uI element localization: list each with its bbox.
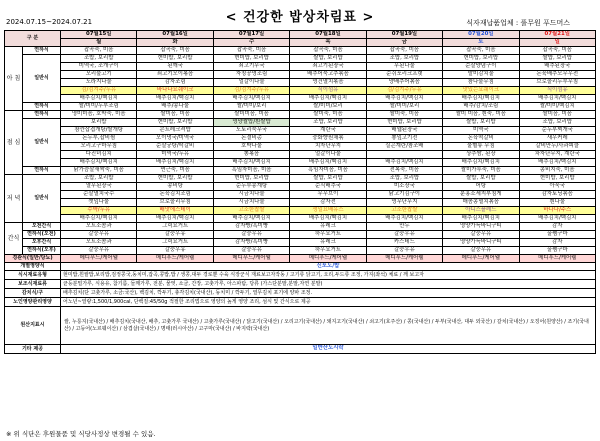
dinner-section: 저 녁 xyxy=(5,175,23,223)
menu-cell: 콩비지죽, 미음 xyxy=(519,167,595,175)
table-row xyxy=(5,55,596,63)
yeonha-label: 연하식 xyxy=(23,103,61,111)
menu-cell: 닭가슴살새싹죽, 미음 xyxy=(61,167,137,175)
menu-cell: 물혈류 무침 xyxy=(443,143,519,151)
menu-cell: 잡곡죽, 미음 xyxy=(290,47,366,55)
general-label: 일반식 xyxy=(23,119,61,167)
info-label: 감치식/구 xyxy=(5,289,61,298)
menu-cell: 돈육배추모무우전 xyxy=(519,71,595,79)
menu-cell: 메디푸드/케어웰 xyxy=(61,255,137,263)
date-header: 07월15일 xyxy=(61,31,137,39)
menu-cell: 식이섬유 xyxy=(519,87,595,95)
diet-am-label: 연하식(오전) xyxy=(23,231,61,239)
menu-cell: 오이냉국/미역국 xyxy=(137,135,213,143)
menu-cell: 영건멸치볶음 xyxy=(290,79,366,87)
menu-cell: 배추어묵고추볶음 xyxy=(290,71,366,79)
menu-cell: 감자조림 xyxy=(137,79,213,87)
menu-cell: 돈결비총 xyxy=(213,135,289,143)
origin-label: 원산지표시 xyxy=(5,307,61,345)
menu-cell: 실곤계란/참조배 xyxy=(366,143,442,151)
menu-cell: 유레크 xyxy=(290,239,366,247)
table-row xyxy=(5,71,596,79)
menu-cell: 맛있는요쉐이크 xyxy=(443,87,519,95)
menu-cell: 바나나요쉐이크 xyxy=(137,87,213,95)
menu-cell: 배추김치/백김치 xyxy=(519,95,595,103)
menu-cell: 배추/콩나물 xyxy=(137,103,213,111)
general-label: 일반식 xyxy=(23,55,61,103)
menu-cell: 카스테드 xyxy=(366,239,442,247)
gubun-header: 구 분 xyxy=(5,31,61,47)
menu-cell: 흰나물 xyxy=(519,199,595,207)
menu-cell: 배추김치/백김치 xyxy=(366,215,442,223)
menu-cell: 쌀미죽, 미음 xyxy=(366,111,442,119)
menu-cell: 배추김치/백김치 xyxy=(443,159,519,167)
morning-section: 아 침 xyxy=(5,47,23,111)
menu-cell: 얼갈이나물 xyxy=(290,151,366,159)
menu-cell: 배추김치/백김치 xyxy=(443,215,519,223)
menu-cell: 메디푸드/케어웰 xyxy=(213,255,289,263)
info-text: 균등분밀가루, 식용유, 참기름, 들깨가루, 전분, 물엿, 소금, 간장, 고춧가루, 아스파탐, 당류 (가스단분말,분말,자연 분말) xyxy=(61,280,596,289)
menu-cell: 조밥, 보리밥 xyxy=(290,119,366,127)
menu-cell: 오리고구마무침 xyxy=(61,143,137,151)
menu-cell: 쌀밥, 보리밥 xyxy=(443,119,519,127)
menu-cell: 무된나물 xyxy=(366,63,442,71)
menu-cell: 갈숭우유 xyxy=(443,247,519,255)
menu-cell: 아니스플레드 xyxy=(443,207,519,215)
menu-cell: 호박나물 xyxy=(213,143,289,151)
menu-cell: 배추김치/백김치 xyxy=(137,95,213,103)
menu-cell: 순쉬포리크프랫 xyxy=(366,71,442,79)
menu-cell: 유레크 xyxy=(290,223,366,231)
table-row xyxy=(5,151,596,159)
menu-cell: 흑임자미음, 미음 xyxy=(290,167,366,175)
menu-cell: 돈두부,잡비찜 xyxy=(61,135,137,143)
menu-cell: 영양가득바니구티 xyxy=(443,223,519,231)
menu-cell: 배추김치/백김치 xyxy=(61,95,137,103)
menu-cell: 바나나/주스 xyxy=(519,207,595,215)
menu-cell: 갈숭우유 xyxy=(366,247,442,255)
menu-cell: 배추김치/백김치 xyxy=(519,159,595,167)
menu-period: 2024.07.15~2024.07.21 xyxy=(6,18,93,26)
menu-cell: 참깐삽겹개탕/쌀개탕 xyxy=(61,127,137,135)
menu-cell: 콩비탕 xyxy=(137,183,213,191)
table-row xyxy=(5,263,596,271)
table-row xyxy=(5,223,596,231)
menu-cell: 깻잎나물 xyxy=(61,199,137,207)
menu-cell: 매콤콩멸치볶음 xyxy=(443,199,519,207)
menu-cell: 쌀밥, 보리밥 xyxy=(290,55,366,63)
menu-cell: 영양가득바니구티 xyxy=(443,239,519,247)
menu-cell: 미역국 xyxy=(443,127,519,135)
date-header: 07월17일 xyxy=(213,31,289,39)
menu-cell: 보리밥 xyxy=(61,119,137,127)
info-text: 어노년~열량:1,500/1,900cal, 단백질:45/50g 적절한 조리법으로 영양의 높게 영양 조리, 섬식 및 간식으로 제공 xyxy=(61,298,596,307)
menu-cell: 꿀쌤구마 xyxy=(519,247,595,255)
menu-cell: 영무단무지 xyxy=(366,199,442,207)
menu-cell: 오트소콤과 xyxy=(61,223,137,231)
menu-cell: 조밥, 보리밥 xyxy=(366,175,442,183)
menu-cell: 배추김치/백김치 xyxy=(290,159,366,167)
menu-cell: 고소한찹쌀 xyxy=(213,207,289,215)
menu-cell: 쌀/미미/보리 xyxy=(366,103,442,111)
table-row xyxy=(5,231,596,239)
menu-cell: 치자단무지 xyxy=(290,143,366,151)
menu-cell: 쇠고기오이볶음 xyxy=(137,71,213,79)
menu-cell: 배추김치/백김치 xyxy=(61,215,137,223)
menu-cell: 배추/감치/조림 xyxy=(443,103,519,111)
table-row xyxy=(5,207,596,215)
menu-cell: 감자 xyxy=(519,223,595,231)
table-row xyxy=(5,167,596,175)
menu-cell: 배추김치/백김치 xyxy=(213,159,289,167)
menu-cell: 하우요거트 xyxy=(290,247,366,255)
table-row xyxy=(5,280,596,289)
menu-cell: 배추김치/백김치 xyxy=(61,159,137,167)
menu-cell: 배추김치/백김치 xyxy=(213,95,289,103)
menu-cell: 브로콜리두부무침 xyxy=(519,79,595,87)
menu-cell: 순식배추국 xyxy=(290,183,366,191)
menu-cell: 순살양념구이 xyxy=(443,63,519,71)
menu-cell: 쌀미미음, 미음 xyxy=(213,111,289,119)
menu-cell: 분홍소세지부침게 xyxy=(443,191,519,199)
menu-cell: 갈숭우유 xyxy=(137,231,213,239)
menu-cell: 쌀/미미/보리 xyxy=(290,103,366,111)
menu-cell: 돈육김치조림 xyxy=(137,191,213,199)
menu-cell: 무무브이 xyxy=(290,191,366,199)
menu-cell: 잡곡죽, 미음 xyxy=(137,47,213,55)
date-header: 07월21일 xyxy=(519,31,595,39)
menu-cell: 메디푸드/케어웰 xyxy=(290,255,366,263)
menu-cell: 미역국, 조개구이 xyxy=(61,63,137,71)
menu-cell: 감자빵/흑미빵 xyxy=(213,223,289,231)
menu-cell: 쌀미가루죽, 미음 xyxy=(443,167,519,175)
table-row xyxy=(5,111,596,119)
table-row xyxy=(5,183,596,191)
menu-cell: 배추김치/백김치 xyxy=(443,95,519,103)
menu-cell: 순살멸치국수 xyxy=(61,191,137,199)
table-row xyxy=(5,79,596,87)
menu-cell: 도라지나물 xyxy=(61,79,137,87)
table-row xyxy=(5,175,596,183)
menu-cell: 시금치나물 xyxy=(213,191,289,199)
table-row xyxy=(5,271,596,280)
menu-cell: 쌀미음, 미음 xyxy=(137,111,213,119)
menu-cell: 미소장국 xyxy=(366,183,442,191)
menu-cell: 열무된장국 xyxy=(61,183,137,191)
dow-header: 토 xyxy=(443,39,519,47)
menu-cell: 얼갈이나물 xyxy=(213,79,289,87)
dow-header: 화 xyxy=(137,39,213,47)
menu-cell: 순두부콩계탕 xyxy=(213,183,289,191)
menu-cell: 조밥, 보리밥 xyxy=(519,119,595,127)
menu-cell: 오리불고기 xyxy=(61,71,137,79)
info-label: 보조식재료류 xyxy=(5,280,61,289)
menu-cell: 어탕 xyxy=(443,183,519,191)
menu-cell: 감자빵/흑미빵 xyxy=(213,239,289,247)
snack-am-label: 오전간식 xyxy=(23,223,61,231)
menu-cell: 미역국/두유 xyxy=(137,151,213,159)
menu-cell: 잡곡죽, 미음 xyxy=(366,47,442,55)
table-row xyxy=(5,31,596,39)
table-row xyxy=(5,307,596,345)
info-text: 현미밥,흰쌀밥,보리밥,검정콩국,동치미,잡곡,콩밥,밥 / 생콩,대두 경로뿐 수육 식장군식 재료보고자작동 / 고기류 닭고기, 오리,두드류 조정, 가지(좌석) 체료 / 깨 보고자 xyxy=(61,271,596,280)
menu-cell: 돈육떡갈비 xyxy=(443,135,519,143)
info-label: 식시재료유형 xyxy=(5,271,61,280)
menu-cell: 쇠고기된장국 xyxy=(290,63,366,71)
table-row xyxy=(5,199,596,207)
menu-cell: 쌀밥, 보리밥 xyxy=(290,175,366,183)
menu-cell: 현미밥, 보리밥 xyxy=(137,55,213,63)
menu-cell: 현미밥, 보리밥 xyxy=(137,175,213,183)
menu-cell: 잡곡죽, 미음 xyxy=(213,47,289,55)
menu-cell: 현미밥, 보리밥 xyxy=(443,55,519,63)
menu-cell: 메디푸드/케어웰 xyxy=(366,255,442,263)
menu-cell: 새우커레 xyxy=(519,135,595,143)
menu-cell: 갈숭우유 xyxy=(137,247,213,255)
menu-cell: 갈숭우유 xyxy=(61,231,137,239)
menu-cell: 배추된장국 xyxy=(519,63,595,71)
table-row xyxy=(5,135,596,143)
date-header: 07월19일 xyxy=(366,31,442,39)
page-title: < 건강한 밥상차림표 > xyxy=(225,10,375,25)
menu-cell: 메디푸드/케어웰 xyxy=(519,255,595,263)
table-row xyxy=(5,103,596,111)
supplier-label: 식자재납품업체 : 풀무원 푸드머스 xyxy=(466,19,570,27)
event-label: 개별영양식 xyxy=(5,263,61,271)
menu-cell: 뽕잎고기전 xyxy=(366,135,442,143)
table-row xyxy=(5,191,596,199)
date-header: 07월18일 xyxy=(290,31,366,39)
dow-header: 월 xyxy=(61,39,137,47)
menu-cell xyxy=(366,151,442,159)
dow-header: 수 xyxy=(213,39,289,47)
menu-cell: 자칭공영조림 xyxy=(213,71,289,79)
table-row xyxy=(5,215,596,223)
page-header xyxy=(0,0,600,30)
menu-cell: 감자 xyxy=(519,239,595,247)
table-row xyxy=(5,119,596,127)
menu-cell: 잡곡죽, 미음 xyxy=(61,47,137,55)
menu-cell: 만두 xyxy=(366,223,442,231)
menu-cell: 배추김치/백김치 xyxy=(290,215,366,223)
menu-cell: 쌀미음, 미음 xyxy=(519,111,595,119)
table-row xyxy=(5,345,596,354)
menu-cell: 쌀밥, 보리밥 xyxy=(443,175,519,183)
table-row xyxy=(5,95,596,103)
menu-cell: 뽕볶음 xyxy=(213,151,289,159)
menu-cell: 현미밥, 보리밥 xyxy=(137,119,213,127)
table-row xyxy=(5,127,596,135)
other-value: 일반산도시락 xyxy=(61,345,596,354)
table-row xyxy=(5,247,596,255)
menu-cell: 그릭요거트 xyxy=(137,239,213,247)
menu-cell: 현미밥, 보리밥 xyxy=(366,119,442,127)
menu-cell: 전복죽, 미음 xyxy=(366,167,442,175)
menu-table xyxy=(4,30,596,354)
menu-cell: 현미밥, 보리밥 xyxy=(519,175,595,183)
menu-cell: 갈숭우유 xyxy=(61,247,137,255)
table-row xyxy=(5,39,596,47)
table-row xyxy=(5,47,596,55)
menu-cell: 메디푸드/케어웰 xyxy=(443,255,519,263)
menu-cell: 발미감치물 xyxy=(443,71,519,79)
lunch-section: 점 심 xyxy=(5,111,23,175)
menu-cell: 배추김치/백김치 xyxy=(519,215,595,223)
menu-cell: 갈숭우유 xyxy=(213,247,289,255)
menu-cell: 배추김치/백김치 xyxy=(137,215,213,223)
yeonha-label: 연하식 xyxy=(23,167,61,175)
general-label: 일반식 xyxy=(23,175,61,223)
menu-cell: 쇠고기무국 xyxy=(213,63,289,71)
date-header: 07월20일 xyxy=(443,31,519,39)
table-row xyxy=(5,239,596,247)
menu-cell: 콘트레크셔밥 xyxy=(137,127,213,135)
menu-cell: 갈숭우유 xyxy=(443,231,519,239)
menu-cell: 감자토닝볶음 xyxy=(519,191,595,199)
menu-cell: 중화향원채볶 xyxy=(290,135,366,143)
menu-cell: 생일요배유스 xyxy=(290,207,366,215)
menu-cell: 계란국 xyxy=(290,127,366,135)
info-label: 노인영양관리영양 xyxy=(5,298,61,307)
menu-cell: 갈숭우유 xyxy=(366,231,442,239)
table-row xyxy=(5,143,596,151)
menu-cell: 조밥, 보리밥 xyxy=(61,55,137,63)
menu-cell: 순살궁탕/떡갈비 xyxy=(137,143,213,151)
table-row xyxy=(5,87,596,95)
menu-cell: 배추김치/백김치 xyxy=(213,215,289,223)
yeonha-label: 연하식 xyxy=(23,111,61,119)
table-row xyxy=(5,159,596,167)
menu-cell: 쌀미죽, 미음 xyxy=(290,111,366,119)
menu-cell: 참나물무침 xyxy=(443,79,519,87)
menu-cell: 검/검겨주/두유 xyxy=(213,87,289,95)
diet-pm-label: 연하식(오후) xyxy=(23,247,61,255)
menu-cell: 현미밥, 보리밥 xyxy=(213,55,289,63)
menu-cell: 감자전 xyxy=(290,199,366,207)
menu-cell: 다진녀김치 xyxy=(61,151,137,159)
dow-header: 금 xyxy=(366,39,442,47)
menu-cell: 아욱국 xyxy=(519,183,595,191)
menu-cell: 조밥, 보리밥 xyxy=(61,175,137,183)
menu-cell: 순두부찌개국 xyxy=(519,127,595,135)
table-row xyxy=(5,255,596,263)
menu-cell: 쌀/미미/보리 xyxy=(213,103,289,111)
menu-cell: 배웹된장국 xyxy=(366,127,442,135)
menu-cell: 조밥, 보리밥 xyxy=(366,55,442,63)
menu-cell: 현미밥, 보리밥 xyxy=(213,175,289,183)
menu-cell: 하우요거트 xyxy=(290,231,366,239)
menu-cell: 갈숭우유 xyxy=(213,231,289,239)
menu-cell: 메디푸드/케어웰 xyxy=(137,255,213,263)
menu-cell: 고소한찹쌀 xyxy=(366,207,442,215)
table-row xyxy=(5,289,596,298)
footnote: ※ 위 식단은 후원물품 및 식당사정상 변경될 수 있음. xyxy=(6,430,156,438)
snack-pm-label: 오후간식 xyxy=(23,239,61,247)
menu-cell: 쌀밥, 보리밥 xyxy=(519,55,595,63)
menu-cell: 양배추어볶음 xyxy=(366,79,442,87)
menu-cell: 쌀미 미음, 흰죽, 미음 xyxy=(443,111,519,119)
dow-header: 일 xyxy=(519,39,595,47)
menu-cell: 시금치나물 xyxy=(213,199,289,207)
menu-cell: 갈비만두/사과피클 xyxy=(519,143,595,151)
menu-cell: 배추김치/백김치 xyxy=(366,95,442,103)
menu-cell: 흑임자미음, 미음 xyxy=(213,167,289,175)
table-row xyxy=(5,298,596,307)
table-row xyxy=(5,63,596,71)
date-header: 07월16일 xyxy=(137,31,213,39)
menu-cell: 잡곡죽, 미음 xyxy=(443,47,519,55)
dow-header: 목 xyxy=(290,39,366,47)
menu-cell: 꿀쌤구마 xyxy=(519,231,595,239)
yeonha-label: 연하식 xyxy=(23,47,61,55)
other-label: 기타 제공 xyxy=(5,345,61,354)
snack-section: 간식 xyxy=(5,223,23,255)
menu-cell: 검/검겨주/두유 xyxy=(366,87,442,95)
info-text: 배추김치(단 고춧가루, 소금:국산), 백김치, 깍두기, 총각김치(국내산), 동치미 / 깍두기, 열무김치 포기에 양파 조정. xyxy=(61,289,596,298)
special-label: 경관식(일반/당뇨) xyxy=(5,255,61,263)
menu-cell: 배추김치/백김치 xyxy=(137,159,213,167)
menu-cell: 영미미음, 호박죽, 미음 xyxy=(61,111,137,119)
menu-cell: 배추김치/백김치 xyxy=(366,159,442,167)
menu-cell: 오트소콤과 xyxy=(61,239,137,247)
menu-cell: 배맛에스테이 xyxy=(137,207,213,215)
menu-cell: 쌀/미미/백김치 xyxy=(519,103,595,111)
menu-cell: 그릭요거트 xyxy=(137,223,213,231)
menu-cell: 수박/두유 xyxy=(61,207,137,215)
event-value: 신포도/밥 xyxy=(61,263,596,271)
menu-cell: 식이섬유 xyxy=(290,87,366,95)
menu-cell: 쌀/미미/두부조림 xyxy=(61,103,137,111)
menu-cell: 브로콜리무침 xyxy=(137,199,213,207)
menu-cell: 연근죽, 미음 xyxy=(137,167,213,175)
menu-cell: 잡곡죽, 미음 xyxy=(519,47,595,55)
menu-cell: 닭고기김구이 xyxy=(366,191,442,199)
origin-text: 쌀, 누룽지(국내산) / 배추김치(국내산, 배추, 고춧가루 국내산) / 고춧가루(국내산) / 닭고기(국내산) / 오리고기(국내산) / 돼지고기(국내산) / 쇠고기(호주산) / 콩(국내산) / 두부(국내산, 대두 외국산) / 갈치(국내산) / 오징어(원양산) / 조기(국내산) / 고등어(노르웨이산) / 삼겹살(국내산) / 명태(러시아산) / 고구마(국내산) / 바지락(국내산) xyxy=(61,307,596,345)
menu-cell: 배추김치/백김치 xyxy=(290,95,366,103)
menu-cell: 영양쌀밥/흰쌀밥 xyxy=(213,119,289,127)
menu-cell: 된깨국 xyxy=(137,63,213,71)
menu-cell: 검/검겨주/두유 xyxy=(61,87,137,95)
menu-cell: 상추쌈, 된장 xyxy=(443,151,519,159)
menu-cell: 도토리묵무국 xyxy=(213,127,289,135)
menu-cell: 차자단무지, 계란국 xyxy=(519,151,595,159)
